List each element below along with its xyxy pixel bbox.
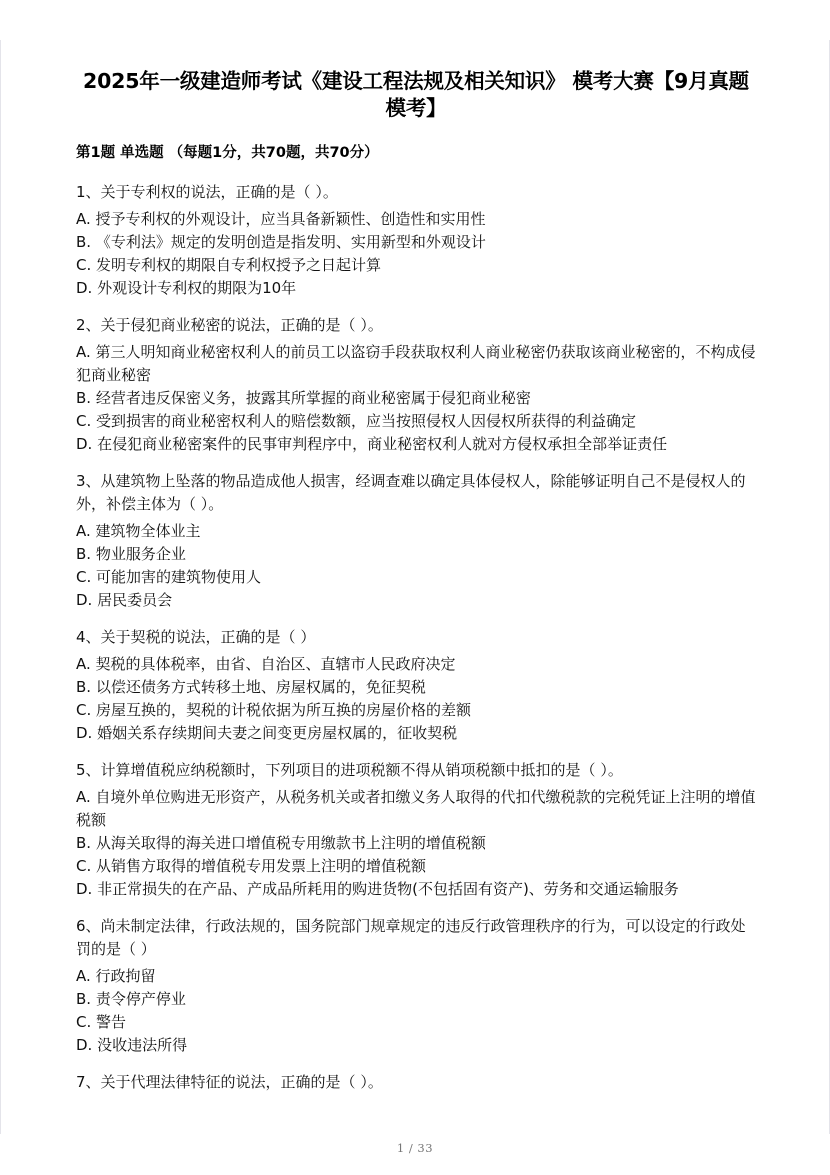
option-b: B. 物业服务企业 — [76, 545, 186, 563]
option-d: D. 婚姻关系存续期间夫妻之间变更房屋权属的，征收契税 — [76, 724, 458, 742]
option-a: A. 建筑物全体业主 — [76, 522, 201, 540]
option-d: D. 在侵犯商业秘密案件的民事审判程序中，商业秘密权利人就对方侵权承担全部举证责任 — [76, 435, 668, 453]
option-b: B. 以偿还债务方式转移土地、房屋权属的，免征契税 — [76, 678, 426, 696]
question-4 — [76, 626, 756, 745]
option-a: A. 行政拘留 — [76, 967, 156, 985]
document-page — [0, 40, 830, 1134]
question-7 — [76, 1071, 756, 1094]
option-d: D. 外观设计专利权的期限为10年 — [76, 279, 297, 297]
option-c: C. 从销售方取得的增值税专用发票上注明的增值税额 — [76, 857, 427, 875]
option-b: B. 《专利法》规定的发明创造是指发明、实用新型和外观设计 — [76, 233, 486, 251]
question-6 — [76, 915, 756, 1057]
option-a: A. 授予专利权的外观设计，应当具备新颖性、创造性和实用性 — [76, 210, 486, 228]
page-indicator: 1 / 33 — [396, 1141, 434, 1155]
option-c: C. 房屋互换的，契税的计税依据为所互换的房屋价格的差额 — [76, 701, 472, 719]
question-stem: 1、关于专利权的说法，正确的是（ ）。 — [76, 183, 338, 201]
question-3 — [76, 470, 756, 612]
option-d: D. 居民委员会 — [76, 591, 173, 609]
question-stem: 3、从建筑物上坠落的物品造成他人损害，经调查难以确定具体侵权人，除能够证明自己不是侵权人的外，补偿主体为（ ）。 — [76, 472, 746, 513]
option-c: C. 发明专利权的期限自专利权授予之日起计算 — [76, 256, 382, 274]
option-b: B. 责令停产停业 — [76, 990, 186, 1008]
option-c: C. 警告 — [76, 1013, 127, 1031]
question-stem: 5、计算增值税应纳税额时，下列项目的进项税额不得从销项税额中抵扣的是（ ）。 — [76, 761, 623, 779]
option-a: A. 第三人明知商业秘密权利人的前员工以盗窃手段获取权利人商业秘密仍获取该商业秘密的，不构成侵犯商业秘密 — [76, 343, 756, 384]
section-header: 第1题 单选题 （每题1分，共70题，共70分） — [76, 145, 379, 161]
question-1 — [76, 181, 756, 300]
page-content — [76, 68, 756, 1098]
option-a: A. 自境外单位购进无形资产，从税务机关或者扣缴义务人取得的代扣代缴税款的完税凭证上注明的增值税额 — [76, 788, 756, 829]
option-b: B. 经营者违反保密义务，披露其所掌握的商业秘密属于侵犯商业秘密 — [76, 389, 531, 407]
option-c: C. 可能加害的建筑物使用人 — [76, 568, 262, 586]
question-stem: 4、关于契税的说法，正确的是（ ） — [76, 628, 316, 646]
option-d: D. 非正常损失的在产品、产成品所耗用的购进货物(不包括固有资产)、劳务和交通运输服务 — [76, 880, 679, 898]
option-c: C. 受到损害的商业秘密权利人的赔偿数额，应当按照侵权人因侵权所获得的利益确定 — [76, 412, 637, 430]
question-stem: 2、关于侵犯商业秘密的说法，正确的是（ ）。 — [76, 316, 383, 334]
document-title: 2025年一级建造师考试《建设工程法规及相关知识》 模考大赛【9月真题模考】 — [83, 69, 749, 120]
question-5 — [76, 759, 756, 901]
option-a: A. 契税的具体税率，由省、自治区、直辖市人民政府决定 — [76, 655, 456, 673]
option-b: B. 从海关取得的海关进口增值税专用缴款书上注明的增值税额 — [76, 834, 486, 852]
question-stem: 7、关于代理法律特征的说法，正确的是（ ）。 — [76, 1073, 383, 1091]
question-stem: 6、尚未制定法律，行政法规的，国务院部门规章规定的违反行政管理秩序的行为，可以设定的行政处罚的是（ ） — [76, 917, 746, 958]
option-d: D. 没收违法所得 — [76, 1036, 188, 1054]
question-2 — [76, 314, 756, 456]
